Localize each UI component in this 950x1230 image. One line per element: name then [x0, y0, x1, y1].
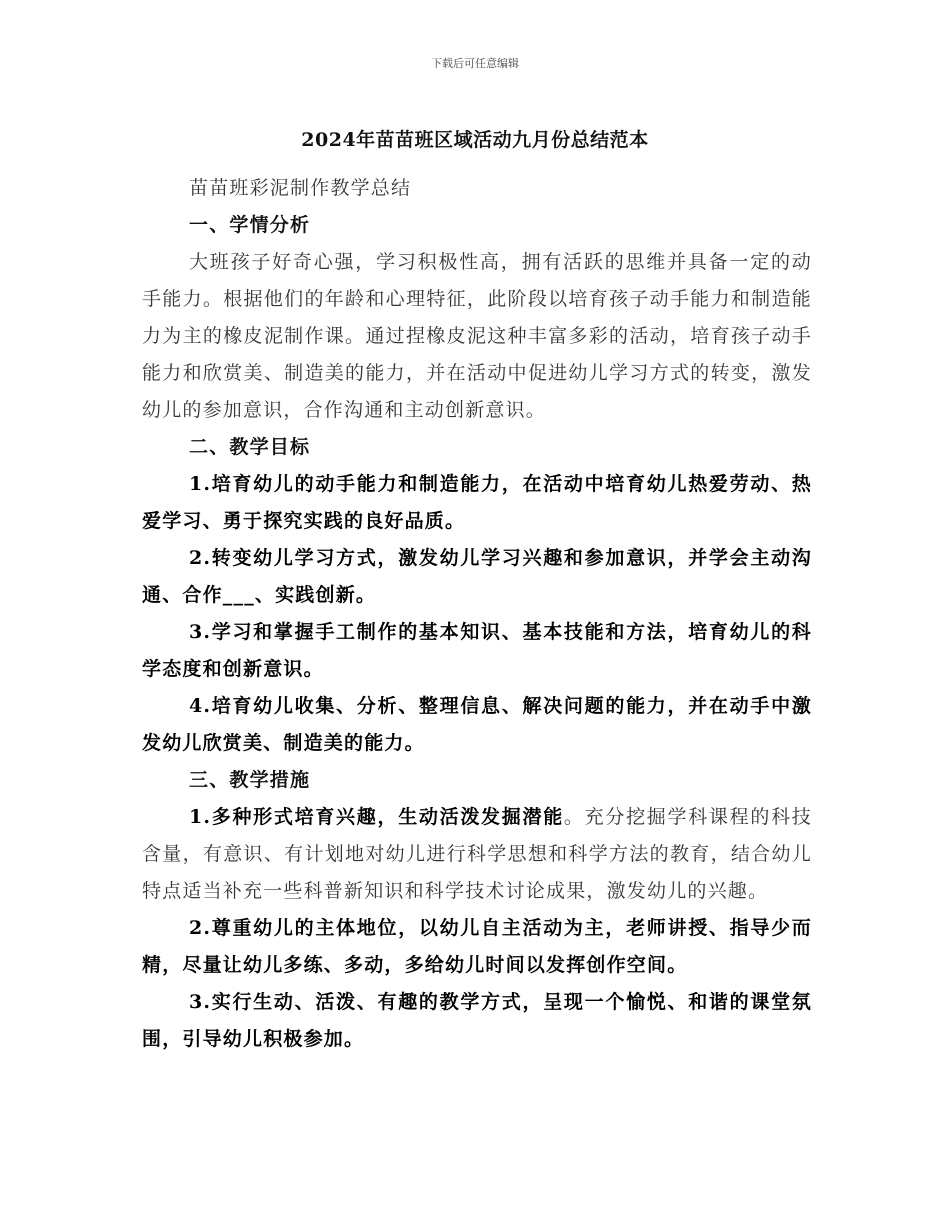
measure-item-3: 3.实行生动、活泼、有趣的教学方式，呈现一个愉悦、和谐的课堂氛围，引导幼儿积极参加。	[142, 991, 812, 1050]
measure-item-1	[142, 799, 812, 910]
section-heading-measures: 三、教学措施	[189, 769, 311, 791]
goal-item-4: 4.培育幼儿收集、分析、整理信息、解决问题的能力，并在动手中激发幼儿欣赏美、制造美的能力。	[142, 695, 812, 754]
measure-item-1-body: 。充分挖掘学科课程的科技含量，有意识、有计划地对幼儿进行科学思想和科学方法的教育，结合幼儿特点适当补充一些科普新知识和科学技术讨论成果，激发幼儿的兴趣。	[142, 806, 812, 902]
section-heading-analysis: 一、学情分析	[189, 214, 311, 236]
intro-line: 苗苗班彩泥制作教学总结	[189, 177, 412, 199]
document-title: 2024年苗苗班区域活动九月份总结范本	[301, 129, 649, 151]
analysis-paragraph: 大班孩子好奇心强，学习积极性高，拥有活跃的思维并具备一定的动手能力。根据他们的年龄和心理特征，此阶段以培育孩子动手能力和制造能力为主的橡皮泥制作课。通过捏橡皮泥这种丰富多彩的活动，培育孩子动手能力和欣赏美、制造美的能力，并在活动中促进幼儿学习方式的转变，激发幼儿的参加意识，合作沟通和主动创新意识。	[142, 251, 812, 421]
measure-item-1-lead: 1.多种形式培育兴趣，生动活泼发掘潜能	[189, 806, 564, 828]
measure-item-2: 2.尊重幼儿的主体地位，以幼儿自主活动为主，老师讲授、指导少而精，尽量让幼儿多练、多动，多给幼儿时间以发挥创作空间。	[142, 917, 812, 976]
goal-item-2: 2.转变幼儿学习方式，激发幼儿学习兴趣和参加意识，并学会主动沟通、合作___、实践创新。	[142, 547, 812, 606]
document-body	[142, 170, 812, 1058]
goal-item-1: 1.培育幼儿的动手能力和制造能力，在活动中培育幼儿热爱劳动、热爱学习、勇于探究实践的良好品质。	[142, 473, 812, 532]
header-note: 下载后可任意编辑	[431, 57, 519, 70]
section-heading-goals: 二、教学目标	[189, 436, 311, 458]
goal-item-3: 3.学习和掌握手工制作的基本知识、基本技能和方法，培育幼儿的科学态度和创新意识。	[142, 621, 812, 680]
